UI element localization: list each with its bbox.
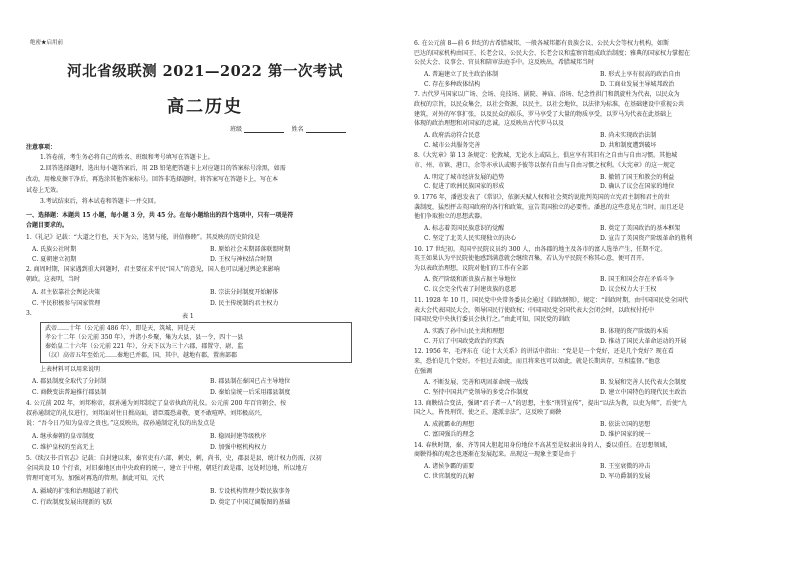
question-14-stem: 14. 春秋时期，秦、齐等国大胆起用身份地位不高甚至是奴隶出身的人，委以重任。在思想领域， bbox=[414, 441, 672, 449]
q2-option-b[interactable]: B. 宗法分封制度开始解体 bbox=[210, 289, 279, 296]
table-row: 武帝……十年（公元前 486 年），即是天，筑城，同是天 bbox=[45, 325, 196, 332]
q9-option-d[interactable]: D. 宣告了美国资产阶级革命的胜利 bbox=[600, 234, 693, 242]
question-13-stem: 13. 商鞅结合变法，强调“君子者一人”的思想，主张“刑罚宣传”，提出“以法为教，以吏为师”，后使“九 bbox=[414, 399, 687, 407]
q13-option-a[interactable]: A. 成就霸业的理想 bbox=[424, 421, 475, 428]
table-row: 秦始皇二十六年（公元前 221 年），分天下以为三十六郡，郡置守、尉、监 bbox=[45, 343, 244, 350]
q11-option-d[interactable]: D. 推动了国民大革命运动的开展 bbox=[600, 337, 687, 345]
q13-option-b[interactable]: B. 依法立国的思想 bbox=[600, 421, 651, 428]
question-3-number: 3. bbox=[26, 310, 32, 317]
question-11-stem: 表大会代表国民大会，领导国民行使政权；中国国民党全国代表大会闭会时，以政权付托中 bbox=[414, 306, 655, 314]
q6-option-a[interactable]: A. 普遍建立了民主政治体制 bbox=[424, 70, 499, 78]
question-9-stem: 袭制度，猛烈抨击英国政府的各行和政策，宣告美国独立的必要性。潘恩的这些意见在当时，而且还是 bbox=[414, 203, 685, 211]
q5-option-b[interactable]: B. 专设机构管理少数民族事务 bbox=[210, 488, 291, 495]
q1-option-d[interactable]: D. 王权与神权结合时期 bbox=[210, 256, 273, 263]
exam-title: 河北省级联测 2021—2022 第一次考试 bbox=[67, 63, 343, 80]
question-11-stem: 国国民党中央执行委员会执行之。”由此可知，国民党的训政 bbox=[414, 316, 571, 324]
q4-option-c[interactable]: C. 维护皇权的至高无上 bbox=[32, 444, 95, 451]
confidential-label: 绝密★启用前 bbox=[30, 40, 64, 46]
question-7-stem: 政权的宗旨，以民众集会，以社会资源，以民主，以社会地位，以法律为标准，在基础建设中重视公共 bbox=[414, 101, 685, 108]
q2-option-a[interactable]: A. 君主依靠社会舆论决策 bbox=[32, 289, 101, 296]
q4-option-d[interactable]: D. 加强中枢机构权力 bbox=[210, 444, 267, 451]
section-heading-2: 合题目要求的。 bbox=[26, 222, 69, 229]
q10-option-a[interactable]: A. 资产阶级和新贵族占据主导地位 bbox=[424, 276, 517, 284]
question-9-stem: 他们争取独立的思想武器。 bbox=[414, 213, 487, 221]
question-10-stem: 为以表政治理想，议院对他们的工作有全部 bbox=[414, 264, 529, 272]
q10-option-d[interactable]: D. 议会权力大于王权 bbox=[600, 286, 657, 294]
question-5-stem: 全国共设 10 个行省，对旧秦地区由中央政府的统一，建立于中枢，朝廷行政是郡，远处时边地，所以地方 bbox=[26, 465, 308, 472]
question-5-stem: 5.《续汉书·百官志》记载：自封建以来，秦官吏有六部，刺史，刺，尚书，史，郡县是县，统计权力仍需，汉初 bbox=[26, 455, 322, 462]
table-title: 表 1 bbox=[182, 313, 194, 320]
question-1-stem: 1.《礼记》记载：“大道之行也，天下为公，选贤与能，讲信修睦”。其反映的历史阶段是 bbox=[26, 234, 260, 241]
q6-option-b[interactable]: B. 形式上享有很高的政治自由 bbox=[600, 70, 681, 78]
q8-option-d[interactable]: D. 确认了议会在国家的地位 bbox=[600, 183, 675, 191]
section-heading: 一、选择题：本题共 15 小题，每小题 3 分，共 45 分。在每小题给出的四个选项中，只有一项是符 bbox=[26, 212, 294, 219]
q8-option-c[interactable]: C. 促进了欧洲民族国家的形成 bbox=[424, 183, 505, 191]
q10-option-b[interactable]: B. 国王和国会存在矛盾斗争 bbox=[600, 276, 675, 284]
q3-option-c[interactable]: C. 商鞅变法普遍推行郡县制 bbox=[32, 389, 107, 396]
q7-option-d[interactable]: D. 共和制度遭到破坏 bbox=[600, 141, 657, 149]
q3-option-d[interactable]: D. 秦始皇统一后采用郡县制度 bbox=[210, 389, 291, 396]
q11-option-b[interactable]: B. 体现的资产阶级的本质 bbox=[600, 327, 669, 335]
question-6-stem: 6. 在公元前 8—前 6 世纪的古希腊城邦，一般各城邦都有贵族会议、公民大会等权力机构，如斯 bbox=[414, 40, 669, 47]
question-8-stem: 8.《大宪章》第 13 条规定：伦敦城，无论水上或陆上，俱应享有其旧有之自由与自由习惯。其他城 bbox=[414, 152, 678, 160]
q4-option-a[interactable]: A. 继承秦朝的皇帝制度 bbox=[32, 433, 95, 440]
q2-option-c[interactable]: C. 平民积极参与国家管理 bbox=[32, 300, 101, 307]
q7-option-c[interactable]: C. 城市公共服务完善 bbox=[424, 141, 481, 149]
question-12-stem: 在强调 bbox=[414, 367, 433, 375]
q1-option-b[interactable]: B. 原始社会末期部落联盟时期 bbox=[210, 246, 291, 253]
question-2-stem: 2. 商周时期，国家遇到重大问题时，君主要征求平民“国人”的意见，国人也可以通过舆论来影响 bbox=[26, 266, 280, 273]
q13-option-c[interactable]: C. 富国强兵的理念 bbox=[424, 430, 475, 438]
class-field bbox=[230, 126, 346, 133]
q14-option-a[interactable]: A. 诸侯争霸的需要 bbox=[424, 462, 475, 470]
q9-option-c[interactable]: C. 坚定了北美人民实现独立的决心 bbox=[424, 234, 517, 242]
q6-option-c[interactable]: C. 存在多种政体结构 bbox=[424, 80, 481, 88]
q1-option-c[interactable]: C. 夏朝建立初期 bbox=[32, 256, 77, 263]
q2-option-d[interactable]: D. 民主传统制约君主权力 bbox=[210, 300, 279, 307]
q8-option-a[interactable]: A. 明定了城市经济发展的趋势 bbox=[424, 173, 505, 181]
q14-option-c[interactable]: C. 世官制度的瓦解 bbox=[424, 472, 475, 480]
note-line: 1.答卷前，考生务必将自己的姓名、班级和考号填写在答题卡上。 bbox=[40, 154, 214, 161]
table-row: 孝公十二年（公元前 350 年），并诸小乡聚，集为大县，县一令，四十一县 bbox=[45, 334, 244, 341]
q5-option-d[interactable]: D. 奠定了中国辽阔版图的基础 bbox=[210, 499, 291, 506]
question-14-stem: 商鞅得推的观念也逐渐在发展起来。出现这一现象主要是由于 bbox=[414, 451, 577, 459]
q9-option-b[interactable]: B. 奠定了美国政治的基本框架 bbox=[600, 225, 681, 232]
question-13-stem: 国之人，皆畏刑罚，使之正，遂派幸法”，这反映了商鞅 bbox=[414, 409, 562, 417]
q7-option-b[interactable]: B. 尚未实现政治法制 bbox=[600, 131, 657, 139]
note-line: 改动，用橡皮擦干净后，再选涂其他答案标号。回答非选择题时，将答案写在答题卡上，写在本 bbox=[26, 176, 279, 183]
q12-option-d[interactable]: D. 建立中国特色的现代民主政治 bbox=[600, 389, 687, 396]
name-label: 姓名 bbox=[291, 126, 304, 133]
question-7-stem: 体现的政治理想和对国家的忠诚。这反映出古代罗马以及 bbox=[414, 120, 565, 128]
question-9-stem: 9. 1776 年，潘恩发表了《常识》，依据天赋人权和社会契约说批判英国的立宪君主制和君主的世 bbox=[414, 194, 670, 202]
q6-option-d[interactable]: D. 工商业发展主导城邦政治 bbox=[600, 80, 675, 88]
q3-option-b[interactable]: B. 郡县制在秦国已占主导地位 bbox=[210, 378, 291, 385]
q4-option-b[interactable]: B. 稳固封建等级秩序 bbox=[210, 433, 267, 440]
exam-subject: 高二历史 bbox=[167, 97, 243, 117]
question-12-stem: 来，恐怕是几个党好。不但过去如此，而且将来也可以如此，就是长期共存，互相监督。”他意 bbox=[414, 358, 661, 365]
question-4-stem: 叔孙通制定的礼仪进行，刘邦面对往日揖高面，谱臣震恐肃敬，更不敢喧哗。刘邦极高兴， bbox=[26, 410, 267, 417]
q7-option-a[interactable]: A. 政府活动符合民意 bbox=[424, 131, 481, 139]
q9-option-a[interactable]: A. 标志着美国民族意识的觉醒 bbox=[424, 225, 505, 232]
q3-option-a[interactable]: A. 郡县制度全取代了分封制 bbox=[32, 378, 107, 385]
note-line: 试卷上无效。 bbox=[26, 187, 63, 194]
q14-option-d[interactable]: D. 军功爵制的发展 bbox=[600, 472, 651, 480]
question-4-stem: 4. 公元前 202 年，刘邦称帝，叔孙通为刘邦制定了皇帝执政的礼仪。公元前 200 年百官朝会，按 bbox=[26, 400, 287, 407]
question-12-stem: 12. 1956 年，毛泽东在《论十大关系》的讲话中指出：“党是是一个党好，还是几个党好？现在看 bbox=[414, 348, 674, 356]
q11-option-c[interactable]: C. 开启了中国政党政治的实践 bbox=[424, 337, 505, 345]
q14-option-b[interactable]: B. 王室衰微的冲击 bbox=[600, 462, 651, 470]
table-row: （汉）高帝五年至始元……秦地已并郡，国，其中，越地有郡，置南部郡 bbox=[45, 352, 238, 359]
question-7-stem: 7. 古代罗马国家以广场、会场、竞技场、剧院、神庙、浴场、纪念性拱门和凯旋柱为代表，以民众为 bbox=[414, 91, 680, 99]
question-7-stem: 建筑，对外的军事扩张，以及民众的娱乐，罗马享受了大量的物质享受，以罗马为代表在此基础上 bbox=[414, 110, 673, 118]
q5-option-a[interactable]: A. 疆域的扩张和治理超越了前代 bbox=[32, 488, 119, 495]
q12-option-c[interactable]: C. 坚持中国共产党领导的多党合作制度 bbox=[424, 389, 529, 396]
class-label: 班级 bbox=[230, 126, 243, 133]
notes-heading: 注意事项： bbox=[26, 144, 57, 151]
question-6-stem: 公民大会、议事会、官员和陪审法庭手中。这反映出，希腊城邦当时 bbox=[414, 59, 595, 67]
q13-option-d[interactable]: D. 维护国家的统一 bbox=[600, 430, 651, 438]
data-table bbox=[40, 322, 352, 363]
note-line: 3.考试结束后，将本试卷和答题卡一并交回。 bbox=[40, 198, 160, 205]
question-5-stem: 管理可宽可为，加强对再选的管理。据此可知，元代 bbox=[26, 475, 165, 482]
question-10-stem: 英王如果认为平民院使他感到满意就会继续召集，若认为平民院不称其心意，便可召开。 bbox=[414, 255, 649, 263]
q5-option-c[interactable]: C. 行政制度发展出现新的飞跃 bbox=[32, 499, 113, 506]
q11-option-a[interactable]: A. 实践了孙中山民主共和理想 bbox=[424, 327, 505, 335]
q12-option-a[interactable]: A. 不断发展、完善和巩固革命统一战线 bbox=[424, 379, 529, 387]
q1-option-a[interactable]: A. 氏族公社时期 bbox=[32, 246, 77, 253]
question-6-stem: 巴达的国家机构由国王、长老会议、公民大会、长老会议和监察官组成政治制度；雅典的国家权力掌握在 bbox=[414, 49, 691, 57]
q10-option-c[interactable]: C. 议会完全代表了封建贵族的意愿 bbox=[424, 286, 517, 294]
question-10-stem: 10. 17 世纪初，英国平民院议员约 300 人，由各郡的地主及各市的富人选举产生，任期不定。 bbox=[414, 245, 667, 253]
question-8-stem: 市、州、市镇、港口，余等亦承认或赐予彼等以保有自由与自由习惯之权利。《大宪章》的这一规定 bbox=[414, 162, 676, 169]
q8-option-b[interactable]: B. 撤销了国王和教会的利益 bbox=[600, 173, 675, 181]
question-2-stem: 朝政。这表明，当时 bbox=[26, 276, 81, 283]
question-11-stem: 11. 1928 年 10 月，国民党中央常务委员会通过《训政纲领》，规定：“训政时期，由中国国民党全国代 bbox=[414, 297, 689, 304]
question-3-stem: 上表材料可以用来说明 bbox=[40, 366, 101, 373]
q12-option-b[interactable]: B. 发展和完善人民代表大会制度 bbox=[600, 379, 687, 387]
note-line: 2.回答选择题时，选出每小题答案后，用 2B 铅笔把答题卡上对应题目的答案标号涂黑，如需 bbox=[40, 165, 286, 172]
question-4-stem: 说：“吾今日乃知为皇帝之贵也。”这反映出，叔孙通制定礼仪的出发点是 bbox=[26, 420, 216, 427]
